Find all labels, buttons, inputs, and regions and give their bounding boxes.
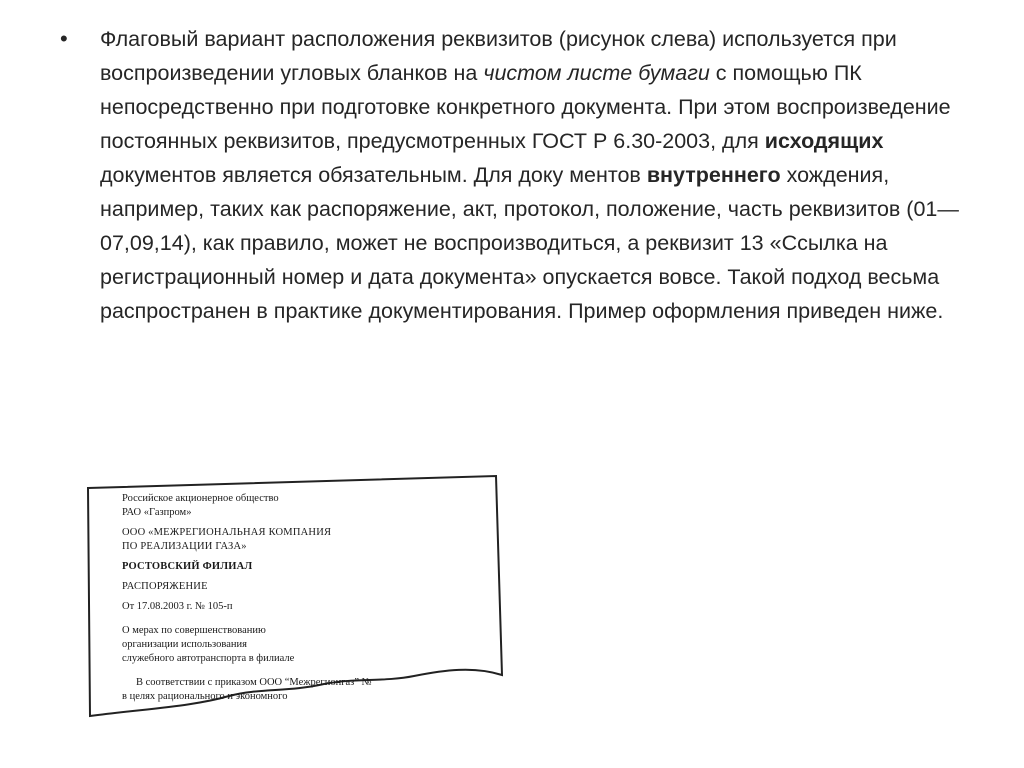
- doc-line-title-3: служебного автотранспорта в филиале: [122, 653, 295, 664]
- doc-line-org-type: Российское акционерное общество: [122, 493, 279, 504]
- doc-line-title-2: организации использования: [122, 639, 247, 650]
- paragraph-bold-internal: внутреннего: [646, 163, 781, 187]
- slide-text-block: [60, 22, 960, 328]
- paragraph-bold-outgoing: исходящих: [764, 129, 884, 153]
- doc-line-date-number: От 17.08.2003 г. № 105-п: [122, 601, 233, 612]
- document-sample-text: [122, 492, 452, 704]
- doc-line-body-1: В соответствии с приказом ООО “Межрегионгаз” №: [136, 677, 372, 688]
- doc-line-doc-type: РАСПОРЯЖЕНИЕ: [122, 581, 208, 592]
- paragraph-part-4: хождения, например, таких как распоряжение, акт, протокол, положение, часть реквизитов (01—07,09,14), как правило, может не воспроизводиться, а реквизит 13 «Ссылка на регистрационный номер и дата документа» опускается вовсе. Такой подход весьма распространен в практике документирования. Пример оформления приведен ниже.: [100, 163, 959, 323]
- main-paragraph: [100, 22, 960, 328]
- doc-line-title-1: О мерах по совершенствованию: [122, 625, 266, 636]
- doc-line-company-2: ПО РЕАЛИЗАЦИИ ГАЗА»: [122, 541, 247, 552]
- doc-line-company-1: ООО «МЕЖРЕГИОНАЛЬНАЯ КОМПАНИЯ: [122, 527, 332, 538]
- doc-line-branch: РОСТОВСКИЙ ФИЛИАЛ: [122, 561, 253, 572]
- bullet-marker: •: [60, 26, 68, 51]
- doc-line-body-2: в целях рационального и экономного: [122, 691, 288, 702]
- paragraph-part-2: с помощью ПК непосредственно при подготовке конкретного документа. При этом воспроизведение постоянных реквизитов, предусмотренных ГОСТ Р 6.30-2003, для: [100, 61, 951, 153]
- paragraph-part-1: Флаговый вариант расположения реквизитов (рисунок слева) используется при воспроизведении угловых бланков на: [100, 27, 897, 85]
- paragraph-italic-phrase: чистом листе бумаги: [483, 61, 710, 85]
- doc-line-parent-org: РАО «Газпром»: [122, 507, 192, 518]
- paragraph-part-3: документов является обязательным. Для доку ментов: [100, 163, 647, 187]
- document-sample-figure: [84, 470, 514, 720]
